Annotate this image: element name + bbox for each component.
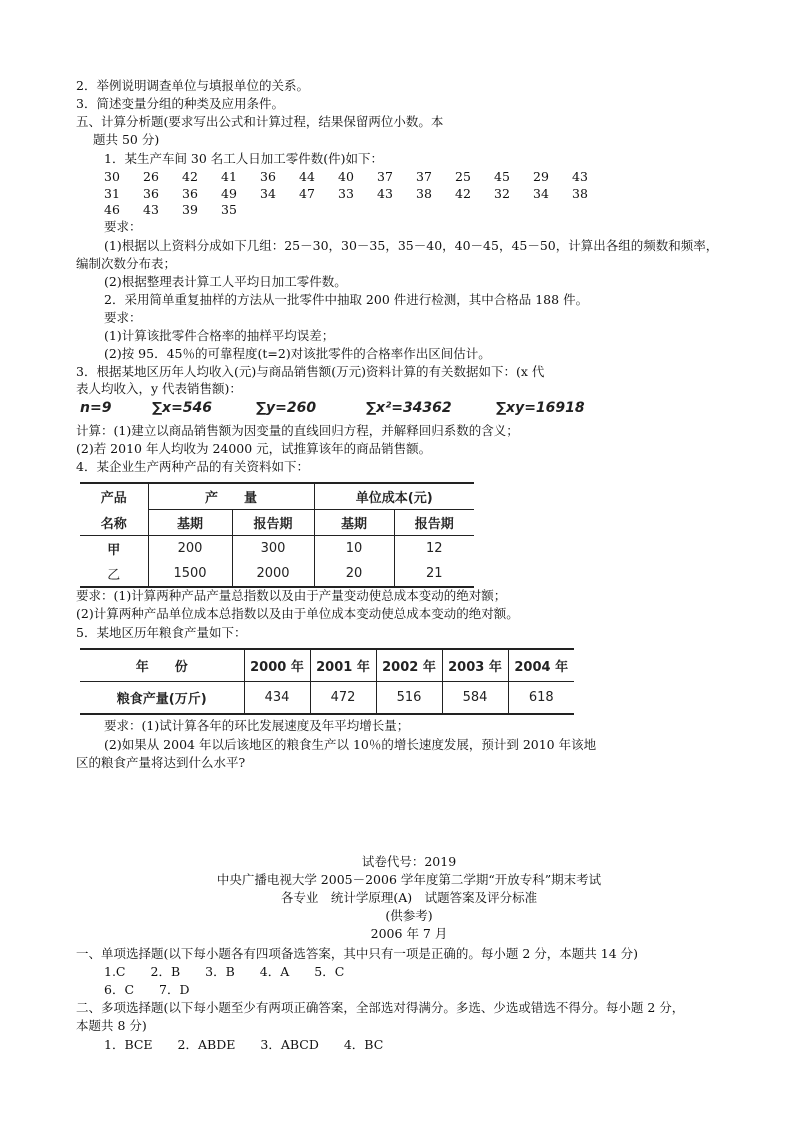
summary-statistics: [80, 400, 585, 416]
header-cost-base: 基期: [314, 510, 394, 536]
worker-value: 36: [182, 186, 198, 201]
worker-value: 49: [221, 186, 237, 201]
problem-2-requirements: 要求：: [104, 310, 142, 325]
product-name: 甲: [107, 543, 121, 558]
worker-value: 36: [260, 169, 276, 184]
worker-value: 45: [494, 169, 510, 184]
output-report: 2000: [232, 561, 314, 587]
table-header-row: [80, 483, 474, 510]
problem-3-calc-2: (2)若 2010 年人均收为 24000 元，试推算该年的商品销售额。: [76, 441, 432, 456]
header-cost-report: 报告期: [394, 510, 474, 536]
answer-section-1: 一、单项选择题(以下每小题各有四项备选答案，其中只有一项是正确的。每小题 2 分，本题共 14 分): [76, 946, 639, 961]
worker-value: 33: [338, 186, 354, 201]
worker-value: 37: [377, 169, 393, 184]
worker-value: 25: [455, 169, 471, 184]
header-product-name: 名称: [80, 510, 148, 536]
worker-value: 40: [338, 169, 354, 184]
section-5-heading-cont: 题共 50 分): [93, 132, 160, 147]
problem-3-cont: 表人均收入，y 代表销售额)：: [76, 381, 242, 396]
header-output: 产 量: [148, 483, 314, 510]
worker-value: 42: [455, 186, 471, 201]
worker-value: 29: [533, 169, 549, 184]
problem-2-req-2: (2)按 95．45％的可靠程度(t=2)对该批零件的合格率作出区间估计。: [104, 346, 491, 361]
problem-1-requirements: 要求：: [104, 219, 142, 234]
problem-5-req-2-cont: 区的粮食产量将达到什么水平?: [76, 755, 246, 770]
workers-row-2: [104, 185, 611, 202]
question-2: 2．举例说明调查单位与填报单位的关系。: [76, 78, 309, 93]
cost-base: 10: [314, 536, 394, 562]
header-output-report: 报告期: [232, 510, 314, 536]
grain-value: 434: [244, 682, 310, 715]
exam-code: 试卷代号：2019: [361, 854, 457, 869]
worker-value: 43: [377, 186, 393, 201]
header-year: 年 份: [80, 649, 244, 682]
problem-4: 4．某企业生产两种产品的有关资料如下：: [76, 459, 309, 474]
year-cell: 2004 年: [508, 649, 574, 682]
worker-value: 44: [299, 169, 315, 184]
stat-sum-x: ∑x=546: [152, 400, 213, 416]
problem-5-req-1: 要求：(1)试计算各年的环比发展速度及年平均增长量；: [104, 718, 410, 733]
header-product: 产品: [100, 491, 127, 507]
worker-value: 47: [299, 186, 315, 201]
year-cell: 2003 年: [442, 649, 508, 682]
product-name: 乙: [107, 568, 121, 583]
grain-value: 584: [442, 682, 508, 715]
table-row: [80, 682, 574, 715]
table-subheader-row: [80, 510, 474, 536]
year-cell: 2001 年: [310, 649, 376, 682]
worker-value: 34: [533, 186, 549, 201]
worker-value: 38: [572, 186, 588, 201]
exam-date: 2006 年 7 月: [370, 926, 448, 941]
answer-section-1-row-2: 6．C 7．D: [104, 982, 190, 997]
workers-row-3: [104, 201, 260, 218]
output-report: 300: [232, 536, 314, 562]
table-row: [80, 561, 474, 587]
worker-value: 30: [104, 169, 120, 184]
problem-4-req-2: (2)计算两种产品单位成本总指数以及由于单位成本变动使总成本变动的绝对额。: [76, 606, 519, 621]
header-unit-cost: 单位成本(元): [314, 483, 474, 510]
cost-report: 12: [394, 536, 474, 562]
worker-value: 46: [104, 202, 120, 217]
header-output-base: 基期: [148, 510, 232, 536]
answer-section-2: 二、多项选择题(以下每小题至少有两项正确答案，全部选对得满分。多选、少选或错选不得分。每小题 2 分，: [76, 1000, 685, 1015]
section-5-heading: 五、计算分析题(要求写出公式和计算过程，结果保留两位小数。本: [76, 114, 444, 129]
problem-5-req-2: (2)如果从 2004 年以后该地区的粮食生产以 10％的增长速度发展，预计到 2010 年该地: [104, 737, 597, 752]
cost-report: 21: [394, 561, 474, 587]
stat-sum-x2: ∑x²=34362: [366, 400, 452, 416]
problem-1-req-2: (2)根据整理表计算工人平均日加工零件数。: [104, 274, 347, 289]
worker-value: 42: [182, 169, 198, 184]
worker-value: 38: [416, 186, 432, 201]
year-cell: 2000 年: [244, 649, 310, 682]
problem-1-req-1-cont: 编制次数分布表；: [76, 256, 177, 271]
grain-value: 516: [376, 682, 442, 715]
year-cell: 2002 年: [376, 649, 442, 682]
answer-section-2-row: 1．BCE 2．ABDE 3．ABCD 4．BC: [104, 1037, 384, 1052]
problem-1: 1．某生产车间 30 名工人日加工零件数(件)如下：: [104, 151, 384, 166]
grain-value: 618: [508, 682, 574, 715]
reference-note: (供参考): [385, 908, 433, 923]
stat-sum-xy: ∑xy=16918: [496, 400, 585, 416]
problem-4-req-1: 要求：(1)计算两种产品产量总指数以及由于产量变动使总成本变动的绝对额；: [76, 588, 507, 603]
problem-2-req-1: (1)计算该批零件合格率的抽样平均误差；: [104, 328, 335, 343]
worker-value: 43: [572, 169, 588, 184]
answer-title: 中央广播电视大学 2005－2006 学年度第二学期“开放专科”期末考试: [216, 872, 602, 887]
worker-value: 26: [143, 169, 159, 184]
problem-1-req-1: (1)根据以上资料分成如下几组：25－30，30－35，35－40，40－45，45－50，计算出各组的频数和频率，: [104, 238, 719, 253]
output-base: 1500: [148, 561, 232, 587]
answer-section-1-row-1: 1.C 2．B 3．B 4．A 5．C: [104, 964, 345, 979]
problem-3-calc-1: 计算：(1)建立以商品销售额为因变量的直线回归方程，并解释回归系数的含义；: [76, 423, 519, 438]
worker-value: 34: [260, 186, 276, 201]
table-row: [80, 536, 474, 562]
worker-value: 35: [221, 202, 237, 217]
answer-subtitle: 各专业 统计学原理(A) 试题答案及评分标准: [280, 890, 538, 905]
stat-n: n=9: [80, 400, 112, 416]
output-base: 200: [148, 536, 232, 562]
cost-base: 20: [314, 561, 394, 587]
worker-value: 39: [182, 202, 198, 217]
table-header-row: [80, 649, 574, 682]
worker-value: 36: [143, 186, 159, 201]
header-grain-output: 粮食产量(万斤): [116, 692, 207, 707]
question-3: 3．简述变量分组的种类及应用条件。: [76, 96, 284, 111]
grain-value: 472: [310, 682, 376, 715]
worker-value: 41: [221, 169, 237, 184]
worker-value: 37: [416, 169, 432, 184]
worker-value: 32: [494, 186, 510, 201]
worker-value: 31: [104, 186, 120, 201]
stat-sum-y: ∑y=260: [256, 400, 317, 416]
problem-2: 2．采用简单重复抽样的方法从一批零件中抽取 200 件进行检测，其中合格品 188 件。: [104, 292, 589, 307]
grain-output-table: [80, 648, 574, 715]
workers-row-1: [104, 168, 611, 185]
worker-value: 43: [143, 202, 159, 217]
product-cost-table: [80, 482, 474, 588]
problem-3: 3．根据某地区历年人均收入(元)与商品销售额(万元)资料计算的有关数据如下：(x 代: [76, 364, 545, 379]
problem-5: 5．某地区历年粮食产量如下：: [76, 625, 247, 640]
answer-section-2-cont: 本题共 8 分): [76, 1018, 147, 1033]
